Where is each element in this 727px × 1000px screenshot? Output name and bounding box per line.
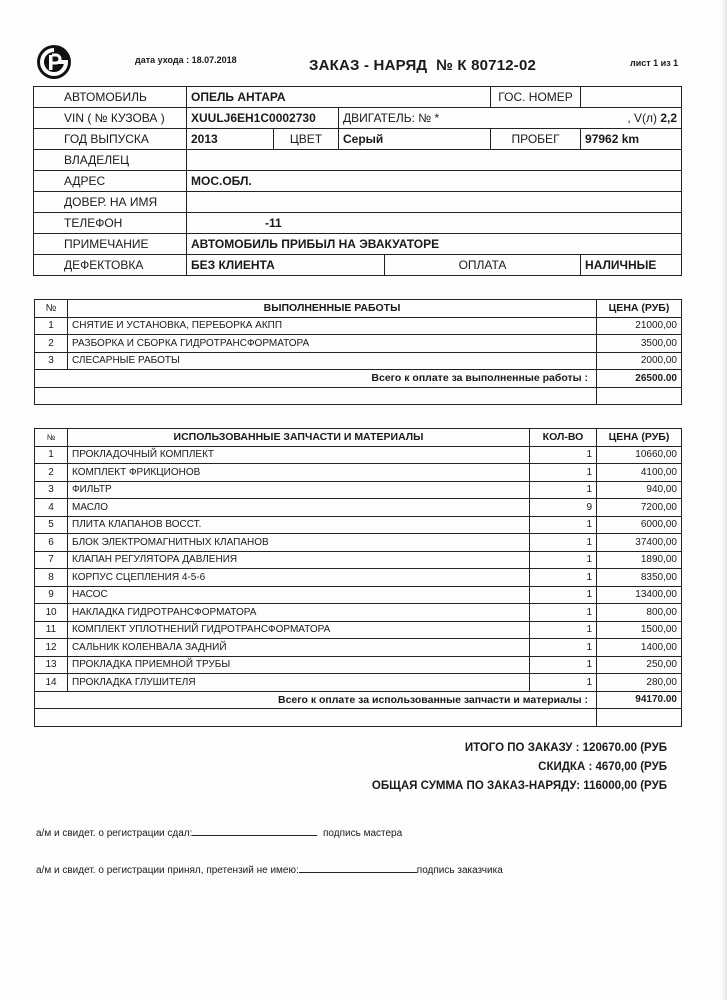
- part-price: 6000,00: [597, 516, 682, 534]
- part-name: САЛЬНИК КОЛЕНВАЛА ЗАДНИЙ: [68, 639, 530, 657]
- part-price: 4100,00: [597, 464, 682, 482]
- discount: СКИДКА : 4670,00 (РУБ: [538, 761, 667, 773]
- part-price: 250,00: [597, 656, 682, 674]
- part-name: ПРОКЛАДОЧНЫЙ КОМПЛЕКТ: [68, 446, 530, 464]
- plate-value: [581, 87, 682, 108]
- year-value: 2013: [187, 129, 274, 150]
- parts-body: [35, 446, 682, 691]
- part-price: 1890,00: [597, 551, 682, 569]
- part-quantity: 1: [530, 446, 597, 464]
- row-number: 3: [35, 352, 68, 370]
- works-total-label: Всего к оплате за выполненные работы :: [35, 370, 597, 388]
- table-row: [35, 499, 682, 517]
- part-name: КОМПЛЕКТ ФРИКЦИОНОВ: [68, 464, 530, 482]
- part-quantity: 1: [530, 534, 597, 552]
- engine-label: ДВИГАТЕЛЬ: №: [343, 111, 432, 125]
- part-name: НАСОС: [68, 586, 530, 604]
- row-number: 14: [35, 674, 68, 692]
- departure-date: дата ухода : 18.07.2018: [135, 55, 237, 65]
- row-number: 2: [35, 335, 68, 353]
- color-value: Серый: [339, 129, 491, 150]
- car-label: АВТОМОБИЛЬ: [34, 87, 187, 108]
- row-defect: [34, 255, 682, 276]
- parts-col-num: №: [35, 429, 68, 447]
- table-row: [35, 464, 682, 482]
- part-name: МАСЛО: [68, 499, 530, 517]
- table-row: [35, 639, 682, 657]
- address-label: АДРЕС: [34, 171, 187, 192]
- part-quantity: 1: [530, 481, 597, 499]
- defect-label: ДЕФЕКТОВКА: [34, 255, 187, 276]
- row-year: [34, 129, 682, 150]
- part-price: 1400,00: [597, 639, 682, 657]
- vin-value: XUULJ6EH1C0002730: [187, 108, 339, 129]
- row-car: [34, 87, 682, 108]
- year-label: ГОД ВЫПУСКА: [34, 129, 187, 150]
- handover-signature-line: [36, 825, 402, 839]
- part-price: 13400,00: [597, 586, 682, 604]
- table-row: [35, 551, 682, 569]
- order-total: ИТОГО ПО ЗАКАЗУ : 120670.00 (РУБ: [464, 742, 667, 754]
- part-quantity: 1: [530, 656, 597, 674]
- work-name: СЛЕСАРНЫЕ РАБОТЫ: [68, 352, 597, 370]
- table-row: [35, 481, 682, 499]
- row-number: 2: [35, 464, 68, 482]
- part-price: 8350,00: [597, 569, 682, 587]
- work-name: СНЯТИЕ И УСТАНОВКА, ПЕРЕБОРКА АКПП: [68, 317, 597, 335]
- part-quantity: 1: [530, 674, 597, 692]
- row-number: 11: [35, 621, 68, 639]
- table-row: [35, 335, 682, 353]
- acceptance-label: а/м и свидет. о регистрации принял, претензий не имею:: [36, 865, 299, 876]
- part-name: КОРПУС СЦЕПЛЕНИЯ 4-5-6: [68, 569, 530, 587]
- works-total-value: 26500.00: [597, 370, 682, 388]
- part-quantity: 1: [530, 586, 597, 604]
- row-number: 13: [35, 656, 68, 674]
- works-total-row: [35, 370, 682, 388]
- works-empty-row: [35, 387, 682, 405]
- table-row: [35, 446, 682, 464]
- part-name: ПЛИТА КЛАПАНОВ ВОССТ.: [68, 516, 530, 534]
- rst-certification-logo: [36, 44, 72, 80]
- work-name: РАЗБОРКА И СБОРКА ГИДРОТРАНСФОРМАТОРА: [68, 335, 597, 353]
- parts-col-qty: КОЛ-ВО: [530, 429, 597, 447]
- master-sign-label: подпись мастера: [323, 828, 403, 839]
- row-phone: [34, 213, 682, 234]
- row-owner: [34, 150, 682, 171]
- phone-value: -11: [187, 213, 682, 234]
- parts-col-name: ИСПОЛЬЗОВАННЫЕ ЗАПЧАСТИ И МАТЕРИАЛЫ: [68, 429, 530, 447]
- row-number: 9: [35, 586, 68, 604]
- part-price: 280,00: [597, 674, 682, 692]
- row-number: 12: [35, 639, 68, 657]
- owner-value: [187, 150, 682, 171]
- customer-sign-label: подпись заказчика: [416, 865, 503, 876]
- car-value: ОПЕЛЬ АНТАРА: [187, 87, 491, 108]
- vehicle-info-table: [33, 86, 682, 276]
- handover-label: а/м и свидет. о регистрации сдал:: [36, 828, 193, 839]
- payment-value: НАЛИЧНЫЕ: [581, 255, 682, 276]
- table-row: [35, 352, 682, 370]
- part-name: ПРОКЛАДКА ГЛУШИТЕЛЯ: [68, 674, 530, 692]
- row-number: 5: [35, 516, 68, 534]
- works-col-price: ЦЕНА (РУБ): [597, 300, 682, 318]
- table-row: [35, 569, 682, 587]
- row-number: 6: [35, 534, 68, 552]
- table-row: [35, 534, 682, 552]
- volume-label: , V(л): [627, 111, 657, 125]
- work-price: 3500,00: [597, 335, 682, 353]
- acceptance-sign-blank: [299, 862, 417, 873]
- part-price: 10660,00: [597, 446, 682, 464]
- payment-label: ОПЛАТА: [385, 255, 581, 276]
- part-name: ФИЛЬТР: [68, 481, 530, 499]
- defect-value: БЕЗ КЛИЕНТА: [187, 255, 385, 276]
- mileage-label: ПРОБЕГ: [491, 129, 581, 150]
- parts-header-row: [35, 429, 682, 447]
- mileage-value: 97962 km: [581, 129, 682, 150]
- parts-table: [34, 428, 682, 727]
- vin-label: VIN ( № КУЗОВА ): [34, 108, 187, 129]
- part-quantity: 1: [530, 516, 597, 534]
- row-proxy: [34, 192, 682, 213]
- row-number: 1: [35, 317, 68, 335]
- volume-value: 2,2: [660, 111, 678, 125]
- parts-total-row: [35, 691, 682, 709]
- note-label: ПРИМЕЧАНИЕ: [34, 234, 187, 255]
- works-col-num: №: [35, 300, 68, 318]
- part-quantity: 1: [530, 639, 597, 657]
- owner-label: ВЛАДЕЛЕЦ: [34, 150, 187, 171]
- row-number: 10: [35, 604, 68, 622]
- phone-label: ТЕЛЕФОН: [34, 213, 187, 234]
- part-price: 1500,00: [597, 621, 682, 639]
- part-name: БЛОК ЭЛЕКТРОМАГНИТНЫХ КЛАПАНОВ: [68, 534, 530, 552]
- parts-total-label: Всего к оплате за использованные запчасти и материалы :: [35, 691, 597, 709]
- table-row: [35, 516, 682, 534]
- table-row: [35, 317, 682, 335]
- handover-sign-blank: [192, 825, 317, 836]
- part-price: 37400,00: [597, 534, 682, 552]
- proxy-label: ДОВЕР. НА ИМЯ: [34, 192, 187, 213]
- scan-edge: [721, 0, 727, 1000]
- row-number: 3: [35, 481, 68, 499]
- row-number: 8: [35, 569, 68, 587]
- row-vin: [34, 108, 682, 129]
- row-note: [34, 234, 682, 255]
- part-price: 7200,00: [597, 499, 682, 517]
- part-name: КОМПЛЕКТ УПЛОТНЕНИЙ ГИДРОТРАНСФОРМАТОРА: [68, 621, 530, 639]
- table-row: [35, 604, 682, 622]
- part-price: 800,00: [597, 604, 682, 622]
- work-price: 21000,00: [597, 317, 682, 335]
- works-header-row: [35, 300, 682, 318]
- parts-empty-row: [35, 709, 682, 727]
- work-price: 2000,00: [597, 352, 682, 370]
- part-quantity: 1: [530, 551, 597, 569]
- part-name: ПРОКЛАДКА ПРИЕМНОЙ ТРУБЫ: [68, 656, 530, 674]
- note-value: АВТОМОБИЛЬ ПРИБЫЛ НА ЭВАКУАТОРЕ: [187, 234, 682, 255]
- acceptance-signature-line: [36, 862, 503, 876]
- row-number: 7: [35, 551, 68, 569]
- grand-total: ОБЩАЯ СУММА ПО ЗАКАЗ-НАРЯДУ: 116000,00 (РУБ: [371, 780, 667, 792]
- part-quantity: 9: [530, 499, 597, 517]
- engine-cell: [339, 108, 682, 129]
- color-label: ЦВЕТ: [274, 129, 339, 150]
- row-number: 4: [35, 499, 68, 517]
- parts-total-value: 94170.00: [597, 691, 682, 709]
- table-row: [35, 674, 682, 692]
- proxy-value: [187, 192, 682, 213]
- row-number: 1: [35, 446, 68, 464]
- part-price: 940,00: [597, 481, 682, 499]
- row-address: [34, 171, 682, 192]
- address-value: МОС.ОБЛ.: [187, 171, 682, 192]
- parts-col-price: ЦЕНА (РУБ): [597, 429, 682, 447]
- sheet-counter: лист 1 из 1: [630, 58, 679, 68]
- part-quantity: 1: [530, 604, 597, 622]
- part-quantity: 1: [530, 569, 597, 587]
- works-table: [34, 299, 682, 405]
- document-title: ЗАКАЗ - НАРЯД № К 80712-02: [309, 57, 537, 74]
- table-row: [35, 656, 682, 674]
- engine-value: *: [434, 111, 440, 125]
- table-row: [35, 586, 682, 604]
- part-name: НАКЛАДКА ГИДРОТРАНСФОРМАТОРА: [68, 604, 530, 622]
- part-name: КЛАПАН РЕГУЛЯТОРА ДАВЛЕНИЯ: [68, 551, 530, 569]
- part-quantity: 1: [530, 621, 597, 639]
- works-col-name: ВЫПОЛНЕННЫЕ РАБОТЫ: [68, 300, 597, 318]
- table-row: [35, 621, 682, 639]
- part-quantity: 1: [530, 464, 597, 482]
- plate-label: ГОС. НОМЕР: [491, 87, 581, 108]
